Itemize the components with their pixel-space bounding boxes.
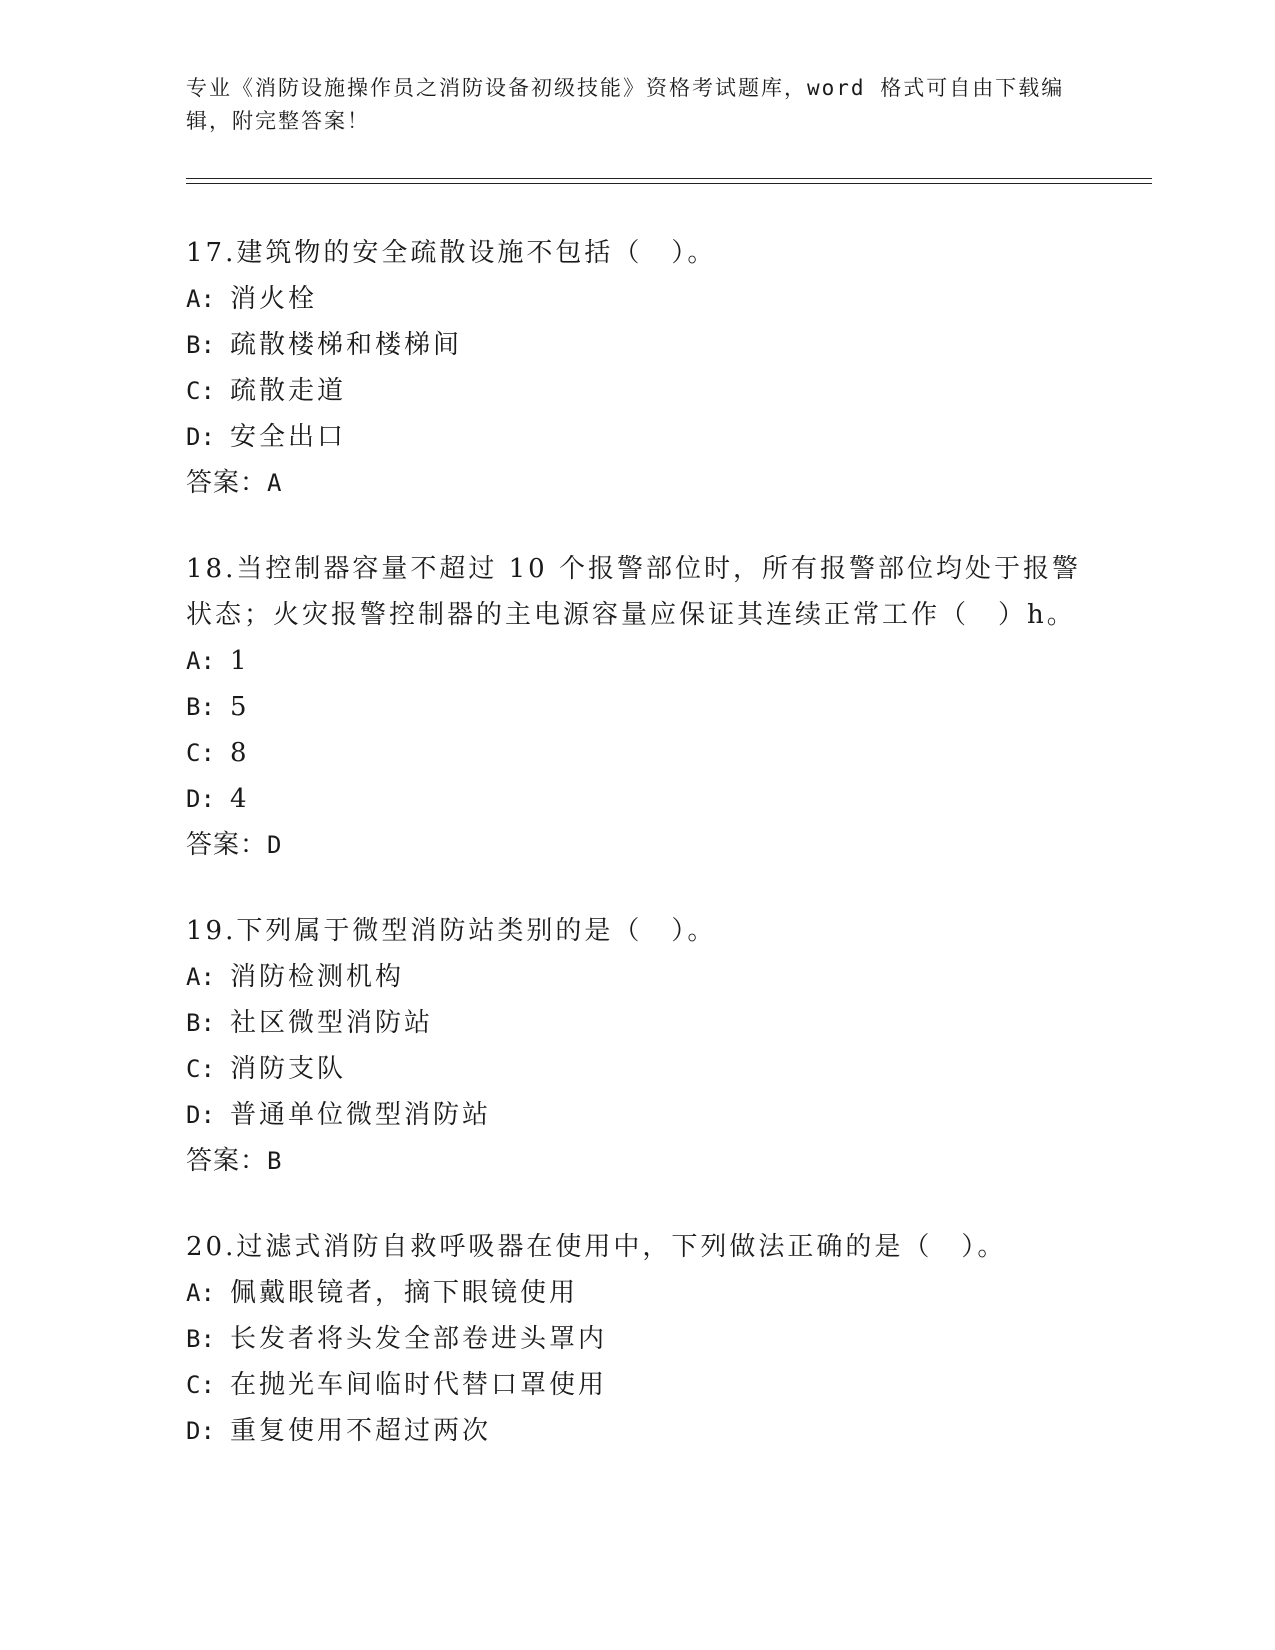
option-text: 消防检测机构	[230, 962, 405, 992]
option-text: 安全出口	[230, 422, 347, 452]
answer-line	[186, 1138, 1086, 1184]
option-text: 社区微型消防站	[230, 1008, 434, 1038]
option-c	[186, 1046, 1086, 1092]
option-key: B:	[186, 1325, 215, 1353]
option-key: C:	[186, 1371, 215, 1399]
answer-line	[186, 460, 1086, 506]
option-key: B:	[186, 1009, 215, 1037]
answer-label: 答案：	[186, 830, 268, 860]
option-text: 1	[230, 646, 250, 676]
option-text: 在抛光车间临时代替口罩使用	[230, 1370, 608, 1400]
option-a	[186, 638, 1086, 684]
option-key: A:	[186, 963, 215, 991]
option-text: 重复使用不超过两次	[230, 1416, 492, 1446]
option-text: 长发者将头发全部卷进头罩内	[230, 1324, 608, 1354]
option-text: 4	[230, 784, 250, 814]
option-c	[186, 1362, 1086, 1408]
header-rule-bottom	[186, 183, 1152, 184]
option-key: C:	[186, 377, 215, 405]
option-b	[186, 1316, 1086, 1362]
option-key: D:	[186, 785, 215, 813]
answer-value: A	[267, 469, 283, 497]
option-b	[186, 684, 1086, 730]
option-c	[186, 368, 1086, 414]
question-stem: 17.建筑物的安全疏散设施不包括（ ）。	[186, 238, 717, 268]
option-b	[186, 1000, 1086, 1046]
option-key: A:	[186, 1279, 215, 1307]
option-key: A:	[186, 647, 215, 675]
option-a	[186, 1270, 1086, 1316]
option-c	[186, 730, 1086, 776]
answer-label: 答案：	[186, 1146, 268, 1176]
question-19	[186, 908, 1086, 1184]
option-text: 普通单位微型消防站	[230, 1100, 492, 1130]
option-text: 5	[230, 692, 250, 722]
option-key: B:	[186, 693, 215, 721]
option-d	[186, 414, 1086, 460]
page-header	[186, 72, 1086, 138]
answer-value: D	[267, 831, 283, 859]
question-17	[186, 230, 1086, 506]
option-text: 消防支队	[230, 1054, 347, 1084]
option-key: B:	[186, 331, 215, 359]
option-text: 消火栓	[230, 284, 318, 314]
question-20	[186, 1224, 1086, 1454]
option-d	[186, 776, 1086, 822]
option-key: C:	[186, 1055, 215, 1083]
header-text: 专业《消防设施操作员之消防设备初级技能》资格考试题库，word 格式可自由下载编辑，附完整答案！	[186, 76, 1065, 133]
option-key: D:	[186, 423, 215, 451]
option-key: C:	[186, 739, 215, 767]
option-text: 疏散楼梯和楼梯间	[230, 330, 463, 360]
option-text: 佩戴眼镜者，摘下眼镜使用	[230, 1278, 579, 1308]
question-18	[186, 546, 1086, 868]
option-text: 8	[230, 738, 250, 768]
question-stem: 19.下列属于微型消防站类别的是（ ）。	[186, 916, 717, 946]
option-a	[186, 954, 1086, 1000]
answer-value: B	[267, 1147, 283, 1175]
option-text: 疏散走道	[230, 376, 347, 406]
question-stem: 18.当控制器容量不超过 10 个报警部位时，所有报警部位均处于报警状态；火灾报警控制器的主电源容量应保证其连续正常工作（ ）h。	[186, 554, 1081, 630]
option-key: A:	[186, 285, 215, 313]
option-d	[186, 1408, 1086, 1454]
option-b	[186, 322, 1086, 368]
option-key: D:	[186, 1417, 215, 1445]
header-rule-top	[186, 178, 1152, 179]
answer-line	[186, 822, 1086, 868]
option-key: D:	[186, 1101, 215, 1129]
answer-label: 答案：	[186, 468, 268, 498]
option-d	[186, 1092, 1086, 1138]
question-stem: 20.过滤式消防自救呼吸器在使用中，下列做法正确的是（ ）。	[186, 1232, 1007, 1262]
option-a	[186, 276, 1086, 322]
